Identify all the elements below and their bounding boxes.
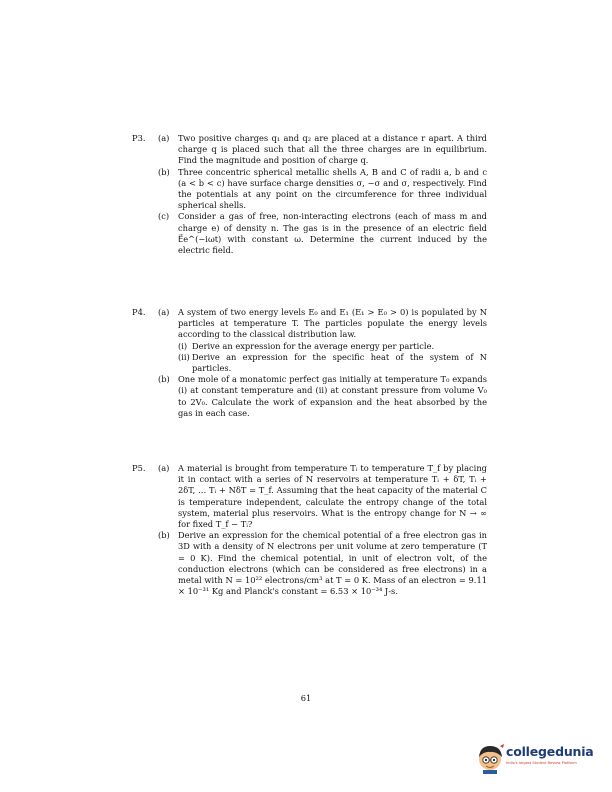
subpart-ii [132,352,487,374]
part-label: (b) [158,530,170,541]
part-a [132,133,487,167]
part-label: (a) [158,463,170,473]
part-text: Consider a gas of free, non-interacting electrons (each of mass m and charge e) of density n. The gas is in the presence of an electric field E⃗e^(−iωt) with constant ω. Determine the current induced by the electric field. [178,211,487,256]
problem-number: P4. [132,307,146,317]
part-c [132,211,487,256]
part-b [132,167,487,212]
logo-tagline: India's largest Student Review Platform [506,761,577,765]
part-label: (b) [158,374,170,385]
part-label: (c) [158,211,170,222]
part-a [132,307,487,341]
logo-name: collegedunia [506,744,594,759]
subpart-text: Derive an expression for the specific heat of the system of N particles. [192,351,487,374]
part-text: Three concentric spherical metallic shells A, B and C of radii a, b and c (a < b < c) have surface charge densities σ, −σ and σ, respectively. Find the potentials at any point on the circumference for three individual spherical shells. [178,166,487,211]
part-b [132,530,487,597]
part-b [132,374,487,419]
collegedunia-logo [476,740,606,778]
part-label: (a) [158,307,170,317]
subpart-text: Derive an expression for the average energy per particle. [192,340,435,351]
problem-number: P5. [132,463,146,473]
problem-number: P3. [132,133,146,143]
mascot-icon [476,740,506,774]
subpart-i [132,341,487,352]
subpart-label: (ii) [178,351,190,362]
problem-p4 [132,307,487,419]
part-text: Derive an expression for the chemical potential of a free electron gas in 3D with a density of N electrons per unit volume at zero temperature (T = 0 K). Find the chemical potential, in unit of electron volt, of the conduction electrons (which can be considered as free electrons) in a metal with N = 10²² electrons/cm³ at T = 0 K. Mass of an electron = 9.11 × 10⁻³¹ Kg and Planck's constant = 6.53 × 10⁻³⁴ J-s. [178,530,487,597]
subpart-label: (i) [178,340,188,351]
part-label: (b) [158,166,170,177]
part-text: Two positive charges q₁ and q₂ are placed at a distance r apart. A third charge q is placed such that all the three charges are in equilibrium. Find the magnitude and position of charge q. [178,133,487,166]
part-text: A material is brought from temperature Tᵢ to temperature T_f by placing it in contact with a series of N reservoirs at temperature Tᵢ + δT, Tᵢ + 2δT, … Tᵢ + NδT = T_f. Assuming that the heat capacity of the material C is temperature independent, calculate the entropy change of the total system, material plus reservoirs. What is the entropy change for N → ∞ for fixed T_f − Tᵢ? [178,463,487,530]
problem-p5 [132,463,487,597]
part-text: A system of two energy levels E₀ and E₁ (E₁ > E₀ > 0) is populated by N particles at temperature T. The particles populate the energy levels according to the classical distribution law. [178,307,487,340]
part-text: One mole of a monatomic perfect gas initially at temperature T₀ expands (i) at constant temperature and (ii) at constant pressure from volume V₀ to 2V₀. Calculate the work of expansion and the heat absorbed by the gas in each case. [178,374,487,418]
problem-p3 [132,133,487,256]
part-label: (a) [158,133,170,143]
page-number: 61 [300,693,312,703]
part-a [132,463,487,530]
